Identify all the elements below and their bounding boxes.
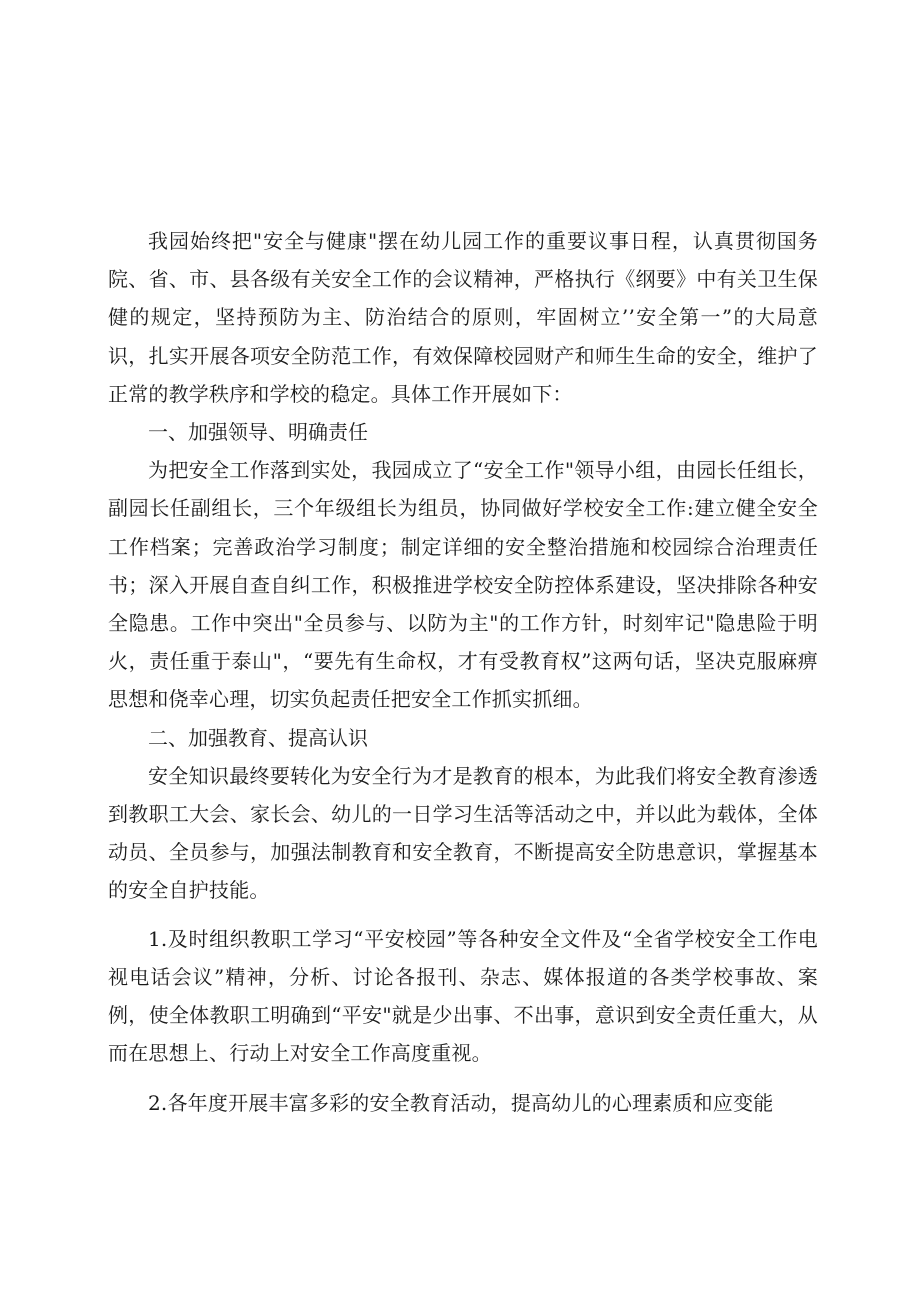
section-1-paragraph: 为把安全工作落到实处，我园成立了“安全工作"领导小组，由园长任组长，副园长任副组长，三个年级组长为组员，协同做好学校安全工作:建立健全安全工作档案；完善政治学习制度；制定详细的安全整治措施和校园综合治理责任书；深入开展自查自纠工作，积极推进学校安全防控体系建设，坚决排除各种安全隐患。工作中突出"全员参与、以防为主"的工作方针，时刻牢记"隐患险于明火，责任重于泰山"，“要先有生命权，才有受教育权”这两句话，坚决克服麻痹思想和侥幸心理，切实负起责任把安全工作抓实抓细。 — [108, 458, 818, 712]
list-item-1: 1.及时组织教职工学习“平安校园”等各种安全文件及“全省学校安全工作电视电话会议”精神，分析、讨论各报刊、杂志、媒体报道的各类学校事故、案例，使全体教职工明确到“平安"就是少出事、不出事，意识到安全责任重大，从而在思想上、行动上对安全工作高度重视。 — [108, 926, 818, 1066]
intro-paragraph: 我园始终把"安全与健康"摆在幼儿园工作的重要议事日程，认真贯彻国务院、省、市、县各级有关安全工作的会议精神，严格执行《纲要》中有关卫生保健的规定，坚持预防为主、防治结合的原则，牢固树立’’安全第一”的大局意识，扎实开展各项安全防范工作，有效保障校园财产和师生生命的安全，维护了正常的教学秩序和学校的稳定。具体工作开展如下： — [108, 229, 818, 406]
spacer — [108, 1072, 818, 1084]
section-2-paragraph: 安全知识最终要转化为安全行为才是教育的根本，为此我们将安全教育渗透到教职工大会、家长会、幼儿的一日学习生活等活动之中，并以此为载体，全体动员、全员参与，加强法制教育和安全教育，不断提高安全防患意识，掌握基本的安全自护技能。 — [108, 763, 818, 903]
document-page — [108, 222, 818, 1123]
section-2-heading: 二、加强教育、提高认识 — [148, 725, 368, 750]
list-item-2: 2.各年度开展丰富多彩的安全教育活动，提高幼儿的心理素质和应变能 — [148, 1091, 774, 1116]
section-1-heading: 一、加强领导、明确责任 — [148, 420, 368, 445]
spacer — [108, 910, 818, 920]
